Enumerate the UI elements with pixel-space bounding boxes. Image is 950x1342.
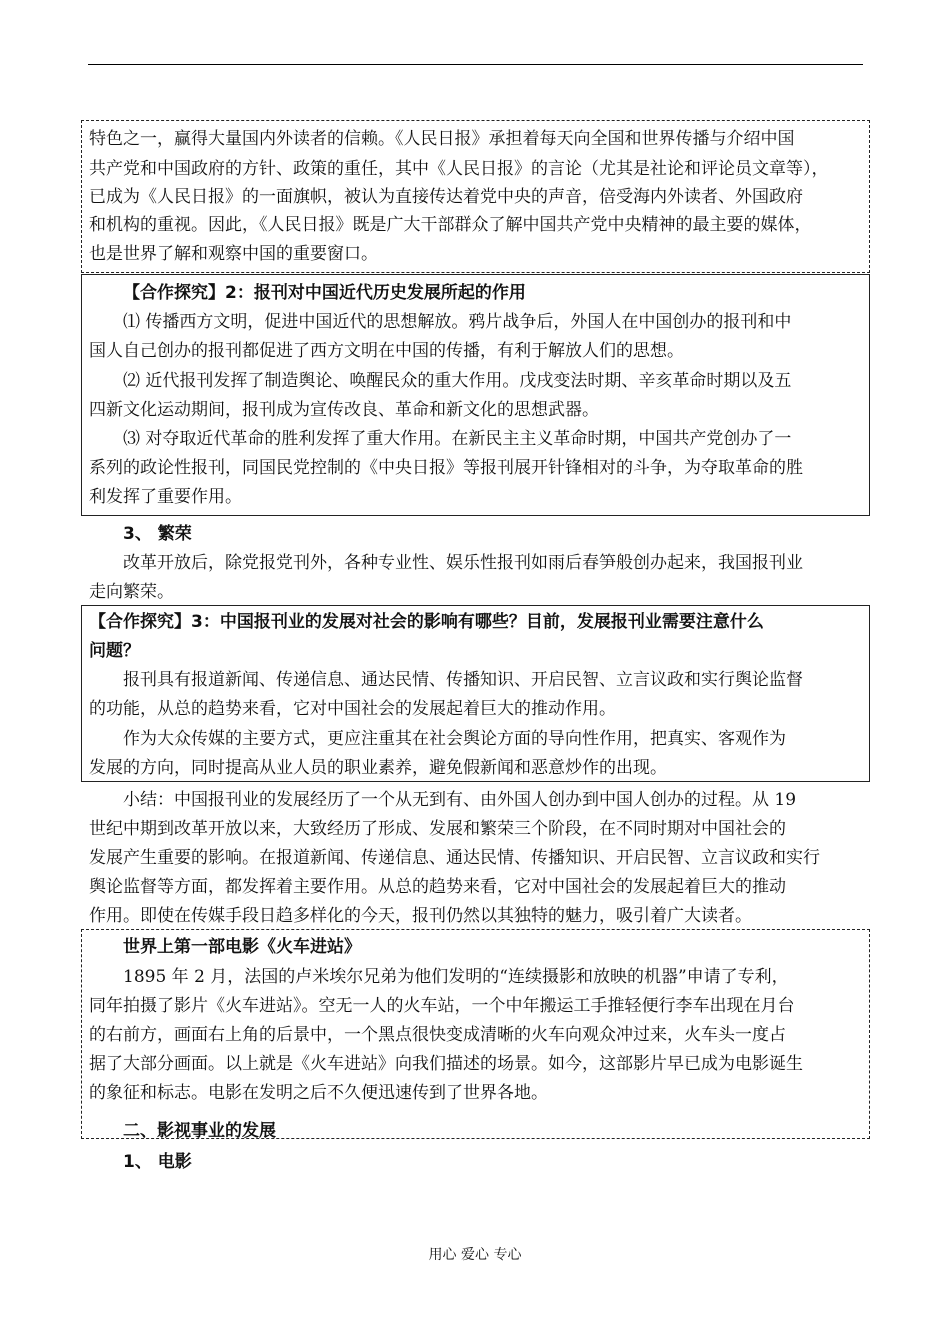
paragraph-line: 四新文化运动期间，报刊成为宣传改良、革命和新文化的思想武器。 <box>89 400 599 420</box>
paragraph-line: 国人自己创办的报刊都促进了西方文明在中国的传播，有利于解放人们的思想。 <box>89 341 684 361</box>
paragraph-line: 的象征和标志。电影在发明之后不久便迅速传到了世界各地。 <box>89 1083 548 1103</box>
paragraph-line: 利发挥了重要作用。 <box>89 487 242 507</box>
paragraph-line: 走向繁荣。 <box>89 582 174 602</box>
section-two-heading: 二、影视事业的发展 <box>123 1121 276 1141</box>
paragraph-line: ⑵ 近代报刊发挥了制造舆论、唤醒民众的重大作用。戊戌变法时期、辛亥革命时期以及五 <box>123 371 792 391</box>
paragraph-line: 作为大众传媒的主要方式，更应注重其在社会舆论方面的导向性作用，把真实、客观作为 <box>123 729 786 749</box>
paragraph-line: 改革开放后，除党报党刊外，各种专业性、娱乐性报刊如雨后春笋般创办起来，我国报刊业 <box>123 553 803 573</box>
paragraph-line: ⑴ 传播西方文明，促进中国近代的思想解放。鸦片战争后，外国人在中国创办的报刊和中 <box>123 312 792 332</box>
summary-line: 发展产生重要的影响。在报道新闻、传递信息、通达民情、传播知识、开启民智、立言议政和实行 <box>89 848 820 868</box>
summary-line: 舆论监督等方面，都发挥着主要作用。从总的趋势来看，它对中国社会的发展起着巨大的推动 <box>89 877 786 897</box>
paragraph-line: 已成为《人民日报》的一面旗帜，被认为直接传达着党中央的声音，倍受海内外读者、外国政府 <box>89 187 803 207</box>
paragraph-line: 1895 年 2 月，法国的卢米埃尔兄弟为他们发明的“连续摄影和放映的机器”申请了专利， <box>123 967 789 987</box>
paragraph-line: 据了大部分画面。以上就是《火车进站》向我们描述的场景。如今，这部影片早已成为电影诞生 <box>89 1054 803 1074</box>
summary-line: 作用。即使在传媒手段日趋多样化的今天，报刊仍然以其独特的魅力，吸引着广大读者。 <box>89 906 752 926</box>
paragraph-line: 报刊具有报道新闻、传递信息、通达民情、传播知识、开启民智、立言议政和实行舆论监督 <box>123 670 803 690</box>
paragraph-line: 同年拍摄了影片《火车进站》。空无一人的火车站，一个中年搬运工手推轻便行李车出现在月台 <box>89 996 795 1016</box>
inquiry-2-heading: 【合作探究】2：报刊对中国近代历史发展所起的作用 <box>123 283 526 303</box>
paragraph-line: 共产党和中国政府的方针、政策的重任，其中《人民日报》的言论（尤其是社论和评论员文章等）， <box>89 159 829 179</box>
paragraph-line: 的右前方，画面右上角的后景中，一个黑点很快变成清晰的火车向观众冲过来，火车头一度占 <box>89 1025 786 1045</box>
section-3-heading: 3、 繁荣 <box>123 524 192 544</box>
paragraph-line: 特色之一，赢得大量国内外读者的信赖。《人民日报》承担着每天向全国和世界传播与介绍中国 <box>89 129 795 149</box>
paragraph-line: ⑶ 对夺取近代革命的胜利发挥了重大作用。在新民主主义革命时期，中国共产党创办了一 <box>123 429 792 449</box>
section-film-heading: 1、 电影 <box>123 1152 192 1172</box>
inquiry-2-box <box>81 274 870 516</box>
summary-line: 小结：中国报刊业的发展经历了一个从无到有、由外国人创办到中国人创办的过程。从 19 <box>123 790 797 810</box>
page-footer: 用心 爱心 专心 <box>428 1247 522 1263</box>
paragraph-line: 的功能，从总的趋势来看，它对中国社会的发展起着巨大的推动作用。 <box>89 699 616 719</box>
paragraph-line: 和机构的重视。因此，《人民日报》既是广大干部群众了解中国共产党中央精神的最主要的媒体， <box>89 215 812 235</box>
paragraph-line: 发展的方向，同时提高从业人员的职业素养，避免假新闻和恶意炒作的出现。 <box>89 758 667 778</box>
paragraph-line: 也是世界了解和观察中国的重要窗口。 <box>89 244 378 264</box>
header-rule <box>88 64 863 65</box>
summary-line: 世纪中期到改革开放以来，大致经历了形成、发展和繁荣三个阶段，在不同时期对中国社会的 <box>89 819 786 839</box>
first-film-heading: 世界上第一部电影《火车进站》 <box>123 937 361 957</box>
inquiry-3-heading: 问题？ <box>89 641 140 661</box>
paragraph-line: 系列的政论性报刊，同国民党控制的《中央日报》等报刊展开针锋相对的斗争，为夺取革命的胜 <box>89 458 803 478</box>
inquiry-3-heading: 【合作探究】3：中国报刊业的发展对社会的影响有哪些？目前，发展报刊业需要注意什么 <box>89 612 764 632</box>
